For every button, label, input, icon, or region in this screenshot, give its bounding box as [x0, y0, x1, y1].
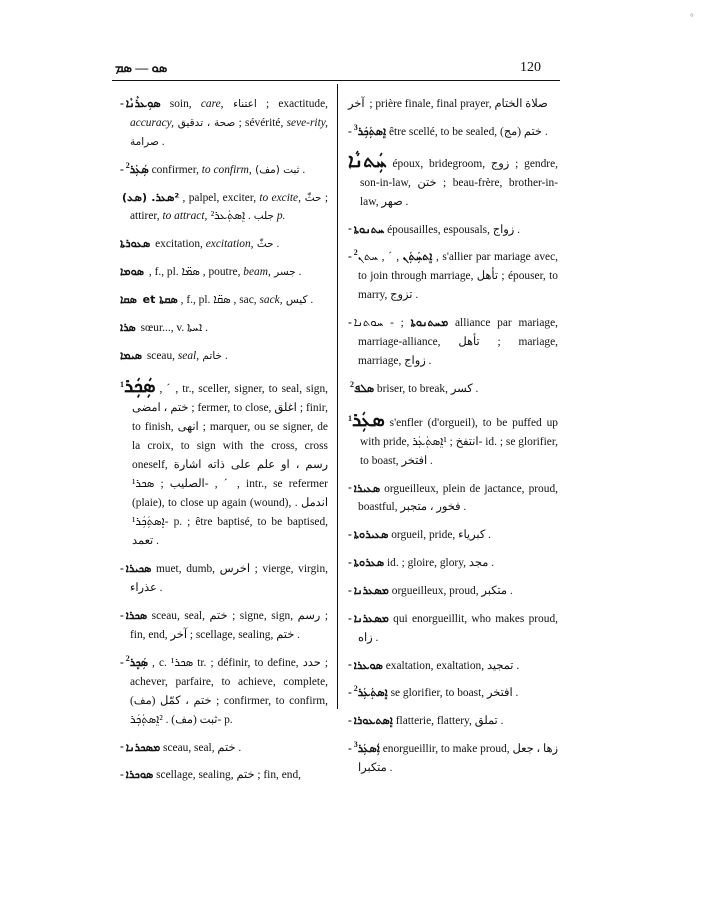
- root-headword: ܣܲܟܲܪ: [124, 375, 156, 398]
- french-gloss: excitation,: [152, 238, 206, 251]
- entry-definition: orgueilleux, plein de jactance, proud, boastful, فخور ، متجبر .: [358, 482, 558, 514]
- syriac-headword: ܡܣܥܪܢܐ: [353, 611, 389, 625]
- syriac-headword: ܣܟܪܐ: [125, 608, 148, 622]
- entry-number: 2: [125, 160, 130, 170]
- entry-definition: آخر ; prière finale, final prayer, صلاة الختام: [348, 97, 548, 110]
- entry-number: 2: [350, 379, 354, 389]
- left-entries: [120, 90, 328, 365]
- syriac-headword: ܣܟܝܪܐ: [125, 561, 152, 575]
- entry-dash: -: [348, 659, 352, 672]
- syriac-headword: ܐܲܣܥܲܪ: [357, 741, 380, 755]
- arabic-gloss-2: جلب: [207, 210, 274, 223]
- syriac-headword: (ܣܥ) .²ܣܥܪ: [122, 190, 180, 204]
- entry-definition: orgueil, pride, كبرياء .: [388, 529, 491, 542]
- dictionary-entry: [120, 258, 328, 282]
- syriac-headword: ܣܠܦ: [354, 381, 375, 395]
- dictionary-entry: [120, 314, 328, 338]
- entry-dash: -: [120, 562, 124, 575]
- gloss-continuation: .: [295, 265, 302, 278]
- dictionary-entry: [120, 286, 328, 310]
- dictionary-entry: [348, 243, 558, 305]
- entry-dash: -: [348, 714, 352, 727]
- entry-definition: muet, dumb, اخرس ; vierge, virgin, عذراء .: [130, 562, 328, 594]
- dictionary-entry: [120, 342, 328, 366]
- gloss-continuation: ; exactitude,: [256, 97, 329, 110]
- entry-dash: -: [348, 584, 352, 597]
- header-rule: [112, 80, 560, 81]
- root-definition: , ˊ , tr., sceller, signer, to seal, sign, ختم ، امضى ; fermer, to close, اغلق ; finir, to finish, انهى ; marquer, ou se signer, de la croix, to sign with the cross, cross oneself, رسم ، او علم على ذاته اشارة الصليب ; ܣܟܪ¹- , ˊ , intr., se refermer (plaie), to close up again (wound), اندمل . ܐܸܣܬܲܟܲܪ¹- p. ; être baptisé, to be baptised, تعمد .: [132, 383, 328, 548]
- right-subentries-1: [348, 216, 558, 399]
- corner-mark: °: [690, 12, 694, 22]
- entry-definition: , c. ¹ܣܟܪ tr. ; définir, to define, حدد ; achever, parfaire, to achieve, complete, ختم ، كمّل (مف) ; confirmer, to confirm, ثبت (مف) . ²ܐܸܣܬܲܟܲܪ- p.: [130, 656, 329, 726]
- root-number: 1: [120, 380, 124, 390]
- gloss-continuation: .: [222, 349, 228, 362]
- syriac-headword: ܡܚܬܢܘܬܐ: [410, 315, 449, 329]
- syriac-headword: ܡܣܥܪܢܐ: [353, 583, 389, 597]
- english-gloss: beam,: [243, 265, 271, 278]
- entry-definition: se glorifier, to boast, افتخر .: [387, 687, 519, 700]
- syriac-headword: ܣܘܥܪܐ: [353, 658, 383, 672]
- dictionary-entry: [348, 216, 558, 240]
- syriac-headword: ܣܝܡܐ: [120, 348, 143, 362]
- english-gloss-2: to attract,: [162, 210, 208, 223]
- syriac-headword: ܐܸܬܚܲܬܲܢ: [402, 250, 433, 264]
- syriac-headword: ܣܥܝܪܘܬܐ: [353, 528, 389, 542]
- arabic-gloss: خاتم: [199, 349, 223, 362]
- dictionary-entry: [348, 549, 558, 573]
- arabic-gloss: حثّ: [300, 191, 322, 204]
- arabic-gloss-3: صرامة: [130, 135, 159, 148]
- entry-number: 3: [353, 122, 358, 132]
- arabic-gloss: حثّ: [253, 238, 274, 251]
- root-entry-hatna: [348, 149, 559, 212]
- entry-dash: -: [348, 529, 352, 542]
- syriac-headword: ܣܪܐ: [120, 320, 136, 334]
- entry-dash: -: [348, 742, 352, 755]
- gloss-continuation: .: [307, 293, 314, 306]
- dictionary-entry: [348, 118, 558, 142]
- gloss-continuation: .: [273, 238, 280, 251]
- entry-dash: -: [348, 316, 352, 329]
- dictionary-entry: [120, 230, 328, 254]
- syriac-headword: ܣܩܐ et ܣܩܬܐ: [120, 292, 178, 306]
- syriac-headword: ܣܘܟܪܐ: [125, 768, 154, 782]
- english-gloss-2: accuracy,: [130, 116, 174, 129]
- root-number: 1: [348, 413, 352, 423]
- syriac-headword: ܚܬܢܘܬܐ: [353, 222, 385, 236]
- left-subentries: [120, 555, 328, 785]
- entry-definition: flatterie, flattery, تملق .: [392, 714, 504, 727]
- root-entry-sear: [348, 409, 558, 471]
- dictionary-entry: [348, 605, 558, 648]
- syriac-headword: ܣܲܥܲܪ: [129, 162, 149, 176]
- dictionary-entry: [120, 649, 328, 730]
- dictionary-entry: [120, 555, 328, 598]
- entry-definition: orgueilleux, proud, متكبر .: [388, 584, 513, 597]
- dictionary-entry: [120, 761, 328, 785]
- entry-definition: enorgueillir, to make proud, زها ، جعل متكبرا .: [358, 742, 558, 774]
- entry-dash: -: [120, 609, 124, 622]
- entry-dash: -: [348, 251, 352, 264]
- french-gloss: , f., pl. ܣܩ̈ܐ , sac,: [177, 293, 260, 306]
- right-column: [348, 90, 558, 782]
- entry-number: 2: [125, 653, 130, 663]
- running-head-left: ܣܘ — ܣܡ: [115, 60, 168, 75]
- dictionary-entry: [348, 735, 558, 778]
- french-gloss: sceau,: [144, 349, 178, 362]
- gloss-continuation: .: [299, 163, 306, 176]
- french-gloss: sœur..., v. ܐܚܬܐ .: [137, 321, 208, 334]
- syriac-headword: ܣܘܡܐ: [120, 264, 145, 278]
- dictionary-entry: [120, 602, 328, 645]
- english-gloss-3: seve-rity,: [286, 116, 329, 129]
- syriac-headword: ܐܸܣܬܲܟܲܪ: [357, 124, 387, 138]
- dictionary-entry: [348, 679, 558, 703]
- root-definition: s'enfler (d'orgueil), to be puffed up with pride, انتفخ ; ¹ܐܸܣܬܲܥܲܪ- id. ; se glorifier, to boast, افتخر .: [360, 416, 558, 467]
- entry-dash: -: [348, 125, 352, 138]
- entry-number: 3: [353, 739, 358, 749]
- french-gloss: , palpel, exciter,: [179, 191, 260, 204]
- syriac-headword: ܣܲܟܸܪ: [129, 655, 149, 669]
- entry-definition: sceau, seal, ختم ; signe, sign, رسم ; fin, end, آخر ; scellage, sealing, ختم .: [130, 609, 328, 641]
- dictionary-entry: [120, 90, 328, 152]
- root-headword: ܣܥܲܪ: [352, 408, 385, 431]
- entry-dash: -: [120, 163, 124, 176]
- entry-definition: briser, to break, كسر .: [374, 382, 479, 395]
- dictionary-entry: [348, 652, 558, 676]
- entry-number: 2: [353, 684, 358, 694]
- english-gloss-3: p.: [276, 210, 286, 223]
- left-column: [120, 90, 328, 789]
- right-subentries-2: [348, 475, 558, 778]
- root-entry-sakar: [120, 375, 328, 551]
- entry-dash: -: [348, 556, 352, 569]
- french-gloss: , f., pl. ܣܡ̈ܐ , poutre,: [146, 265, 244, 278]
- entry-number: 2: [353, 248, 358, 258]
- english-gloss: excitation,: [205, 238, 254, 251]
- entry-dash: -: [120, 769, 124, 782]
- entry-definition: qui enorgueillit, who makes proud, زاه .: [358, 612, 558, 644]
- dictionary-entry: [348, 375, 558, 399]
- gloss-continuation-3: .: [158, 135, 165, 148]
- dictionary-entry: [120, 734, 328, 758]
- french-gloss: confirmer,: [148, 163, 202, 176]
- column-divider: [337, 84, 338, 709]
- dictionary-entry: [348, 577, 558, 601]
- dictionary-entry: [348, 707, 558, 731]
- dictionary-entry: [120, 156, 328, 180]
- entry-dash: -: [120, 741, 124, 754]
- root-headword: ܚܲܬܢܵܐ: [348, 149, 387, 172]
- syriac-headword: ܣܘܼܥܪܵܢܵܐ: [125, 96, 161, 110]
- arabic-gloss: اعتناء: [223, 97, 257, 110]
- entry-definition: épousailles, espousals, زواج .: [384, 223, 520, 236]
- syriac-headword: ܐܸܣܬܥܘܪܐ: [353, 713, 393, 727]
- page-number: 120: [520, 60, 541, 75]
- dictionary-entry: [348, 475, 558, 518]
- entry-dash: -: [348, 687, 352, 700]
- english-gloss: to confirm,: [201, 163, 252, 176]
- dictionary-entry: [348, 90, 558, 114]
- entry-definition: id. ; gloire, glory, مجد .: [384, 556, 494, 569]
- arabic-gloss: جسر: [270, 265, 296, 278]
- arabic-gloss: كيس: [282, 293, 308, 306]
- entry-definition: , ˊ , ܚܬܢ , s'allier par mariage avec, to join through marriage, تأهل ; épouser, to marry, تزوج .: [357, 251, 558, 302]
- dictionary-entry: [348, 309, 558, 371]
- root-definition: époux, bridegroom, زوج ; gendre, son-in-law, ختن ; beau-frère, brother-in-law, صهر .: [360, 157, 559, 208]
- syriac-headword: ܐܸܣܬܲܥܲܪ: [357, 686, 388, 700]
- entry-definition: ; - ܚܘܬܢܐ alliance par mariage, marriage-alliance, تأهل ; mariage, marriage, زواج .: [353, 316, 559, 367]
- english-gloss: sack,: [259, 293, 283, 306]
- arabic-gloss: (مف) ثبت: [251, 163, 300, 176]
- gloss-continuation-2: . ܐܸܣܬܲܥܪ²: [210, 210, 277, 223]
- entry-dash: -: [348, 223, 352, 236]
- entry-dash: -: [348, 482, 352, 495]
- gloss-continuation: ; attirer,: [130, 191, 329, 223]
- entry-definition: sceau, seal, ختم .: [160, 741, 242, 754]
- dictionary-entry: [348, 521, 558, 545]
- right-continued-entries: [348, 90, 558, 142]
- syriac-headword: ܣܥܪܘܬܐ: [353, 555, 385, 569]
- english-gloss: seal,: [177, 349, 200, 362]
- gloss-continuation-2: ; sévérité,: [235, 116, 287, 129]
- entry-dash: -: [120, 97, 124, 110]
- entry-definition: exaltation, exaltation, تمجيد .: [382, 659, 520, 672]
- syriac-headword: ܣܥܘܪܬܐ: [120, 237, 151, 251]
- arabic-gloss-2: صحة ، تدقيق: [173, 116, 236, 129]
- english-gloss: to excite,: [259, 191, 301, 204]
- entry-dash: -: [348, 612, 352, 625]
- syriac-headword: ܣܥܝܪܐ: [353, 481, 381, 495]
- entry-definition: scellage, sealing, ختم ; fin, end,: [153, 769, 302, 782]
- french-gloss: soin,: [160, 97, 201, 110]
- dictionary-entry: [120, 184, 328, 227]
- syriac-headword: ܡܣܟܪܢܐ: [125, 740, 161, 754]
- english-gloss: care,: [200, 97, 224, 110]
- entry-definition: être scellé, to be sealed, (مج) ختم .: [386, 125, 548, 138]
- entry-dash: -: [120, 656, 124, 669]
